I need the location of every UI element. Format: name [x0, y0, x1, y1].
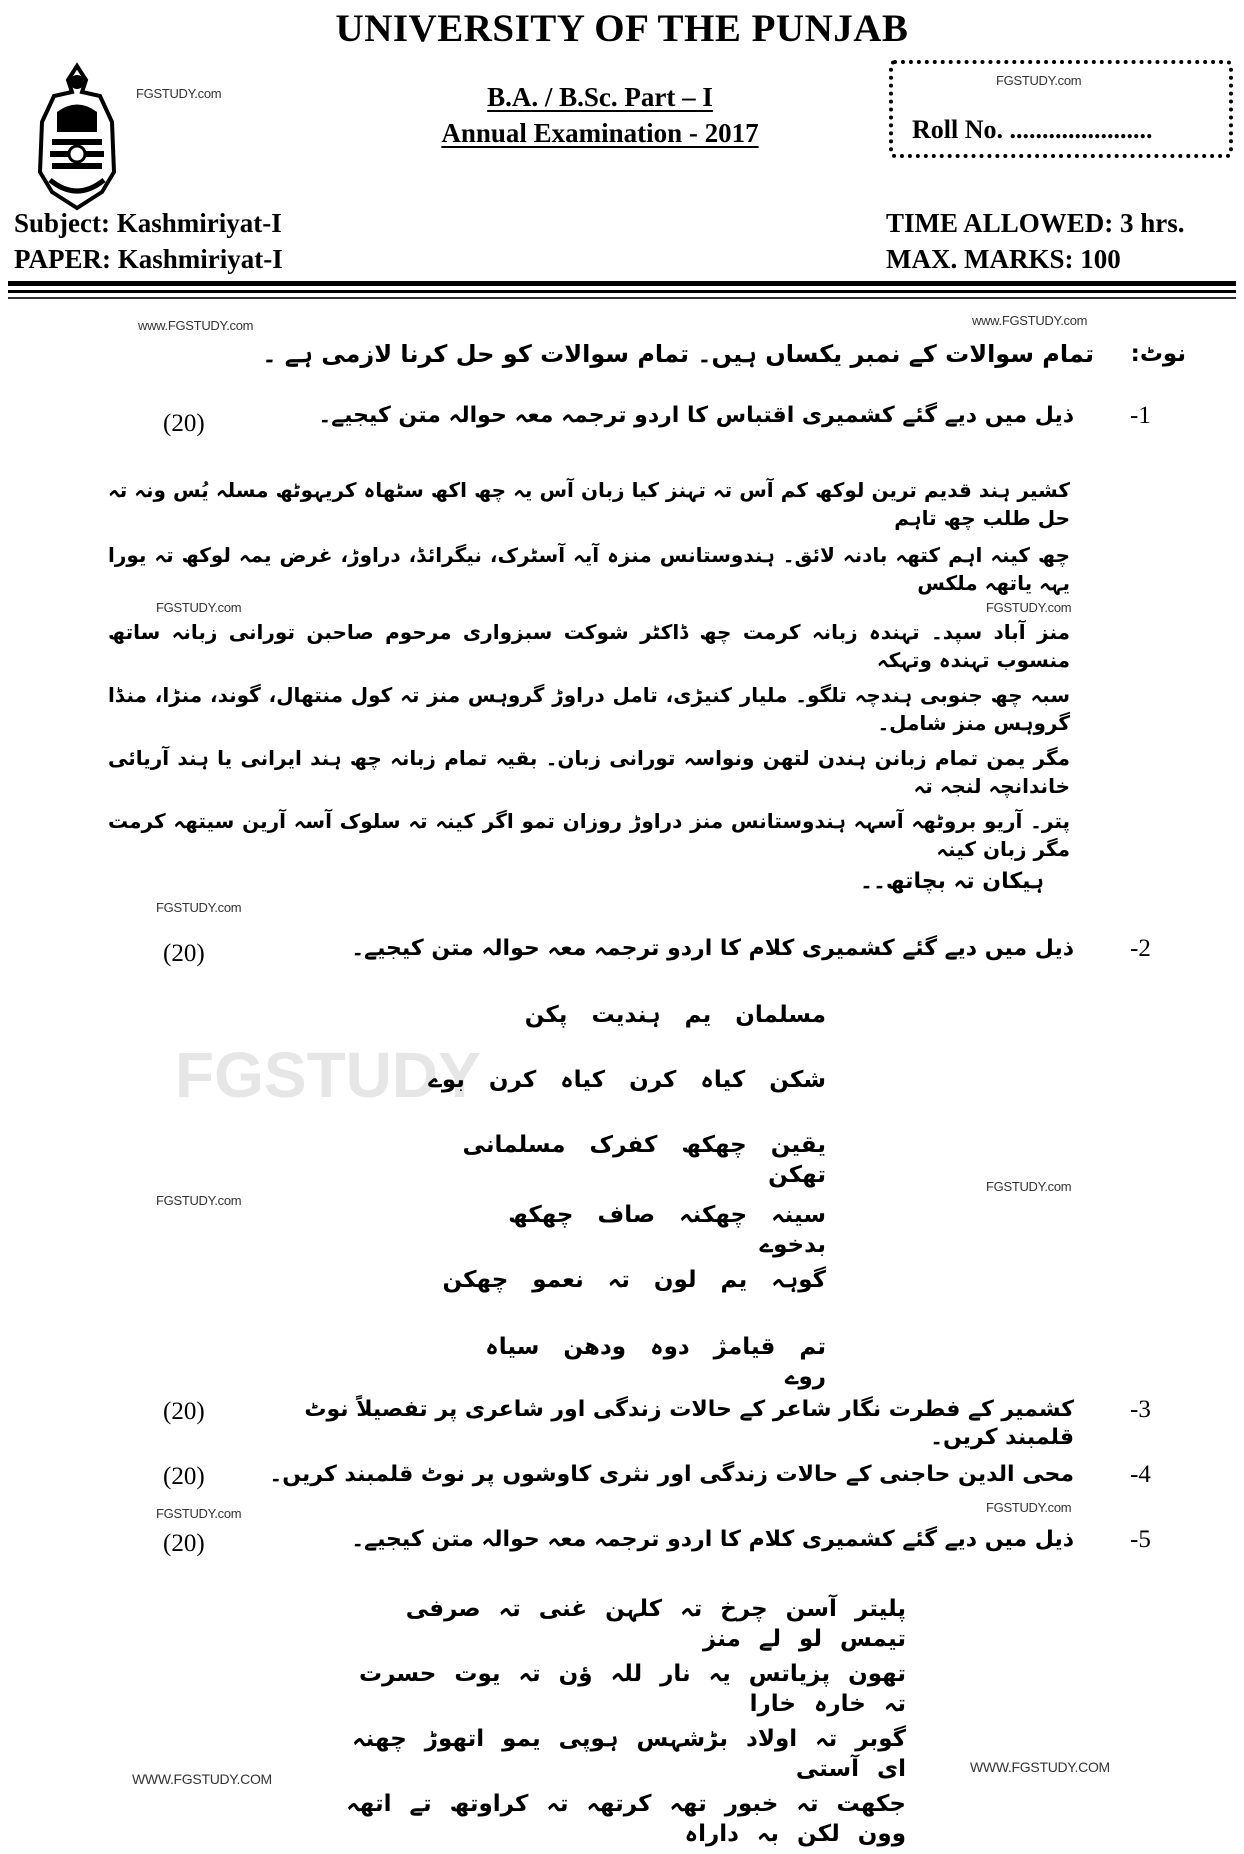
header-divider	[8, 290, 1236, 293]
poem-line: سینہ چھکنہ صاف چھکھ بدخوے	[508, 1202, 826, 1258]
poem-line: یقین چھکھ کفرک مسلمانی تھکن	[462, 1132, 826, 1188]
max-marks: MAX. MARKS: 100	[886, 244, 1121, 274]
passage-line: منز آباد سپد۔ تہندہ زبانہ کرمت چھ ڈاکٹر شوکت سبزواری مرحوم صاحبن تورانی زبانہ ساتھ منسوب تہندہ وتہکہ	[108, 620, 1070, 672]
question-marks: (20)	[163, 1463, 205, 1490]
header-divider	[8, 281, 1236, 286]
question-text: ذیل میں دیے گئے کشمیری کلام کا اردو ترجمہ معہ حوالہ متن کیجیے۔	[351, 936, 1074, 961]
question-marks: (20)	[163, 1398, 205, 1425]
question-text: ذیل میں دیے گئے کشمیری اقتباس کا اردو ترجمہ معہ حوالہ متن کیجیے۔	[318, 403, 1074, 428]
poem-line: تھون پزیاتس یہ نار للہ ؤن تہ یوت حسرت تہ خارہ خارا	[358, 1661, 906, 1717]
watermark: www.FGSTUDY.com	[138, 318, 254, 333]
watermark: FGSTUDY.com	[156, 600, 242, 615]
roll-number-label: Roll No. ......................	[912, 115, 1153, 144]
poem-line: تم قیامژ دوہ ودھن سیاہ روے	[485, 1334, 826, 1390]
poem-line: پلیتر آسن چرخ تہ کلہن غنی تہ صرفی تیمس لو لے منز	[405, 1596, 906, 1652]
watermark: FGSTUDY.com	[996, 73, 1082, 88]
watermark: WWW.FGSTUDY.COM	[132, 1771, 272, 1787]
note-text: تمام سوالات کے نمبر یکساں ہیں۔ تمام سوالات کو حل کرنا لازمی ہے ۔	[262, 340, 1094, 368]
passage-line: کشیر ہند قدیم ترین لوکھ کم آس تہ تہنز کیا زبان آس یہ چھ اکھ سٹھاہ کریہوٹھ مسلہ یُس ونہ تہ حل طلب چھ تاہم	[108, 478, 1070, 530]
question-number: -4	[1130, 1461, 1151, 1488]
question-number: -2	[1130, 935, 1151, 962]
question-marks: (20)	[163, 410, 205, 437]
passage-line: پتر۔ آریو بروٹھہ آسہہ ہندوستانس منز دراوڑ روزان تمو اگر کینہ تہ سلوک آسہ آرین سیتھہ کرمت مگر زبان کینہ	[108, 809, 1070, 861]
passage-line: چھ کینہ اہم کتھہ بادنہ لائق۔ ہندوستانس منزہ آیہ آسٹرک، نیگرائڈ، دراوڑ، غرض یمہ لوکھ تہ یورا یہہ یاتھہ ملکس	[108, 543, 1070, 595]
exam-title: Annual Examination - 2017	[441, 118, 759, 148]
passage-line: ہیکان تہ بچاتھ۔۔	[860, 869, 1044, 894]
poem-line: گوہہ یم لون تہ نعمو چھکن	[442, 1267, 826, 1293]
question-number: -1	[1130, 402, 1151, 429]
question-marks: (20)	[163, 940, 205, 967]
question-text: کشمیر کے فطرت نگار شاعر کے حالات زندگی اور شاعری پر تفصیلاً نوٹ قلمبند کریں۔	[304, 1397, 1074, 1450]
watermark: FGSTUDY.com	[986, 1179, 1072, 1194]
question-number: -5	[1130, 1526, 1151, 1553]
watermark: FGSTUDY.com	[156, 900, 242, 915]
question-marks: (20)	[163, 1530, 205, 1557]
watermark: www.FGSTUDY.com	[972, 313, 1088, 328]
poem-line: مسلمان یم ہندیت پکن	[524, 1002, 826, 1028]
watermark-logo: FGSTUDY	[175, 1039, 481, 1111]
question-number: -3	[1130, 1396, 1151, 1423]
university-crest-logo	[22, 62, 132, 212]
poem-line: جکھت تہ خبور تھہ کرتھہ تہ کراوتھ تے اتھہ وون لکن بہ داراہ	[346, 1791, 906, 1847]
university-title: UNIVERSITY OF THE PUNJAB	[335, 7, 909, 50]
paper-label: PAPER: Kashmiriyat-I	[14, 244, 283, 274]
subject-label: Subject: Kashmiriyat-I	[14, 208, 282, 238]
program-title: B.A. / B.Sc. Part – I	[487, 82, 713, 112]
question-text: محی الدین حاجنی کے حالات زندگی اور نثری کاوشوں پر نوٹ قلمبند کریں۔	[269, 1462, 1074, 1487]
passage-line: سبہ چھ جنوبی ہندچہ تلگو۔ ملیار کنیڑی، تامل دراوڑ گروہس منز تہ کول منتھال، گوند، منڑا، منڈا گروہس منز شامل۔	[108, 683, 1070, 735]
poem-line: شکن کیاہ کرن کیاہ کرن بوے	[428, 1067, 826, 1093]
watermark: FGSTUDY.com	[986, 600, 1072, 615]
poem-line: گوبر تہ اولاد بڑشہس ہوپی یمو اتھوڑ چھنہ ای آستی	[352, 1726, 906, 1782]
watermark: FGSTUDY.com	[136, 86, 222, 101]
watermark: FGSTUDY.com	[986, 1500, 1072, 1515]
passage-line: مگر یمن تمام زبانن ہندن لتھن ونواسہ تورانی زبان۔ بقیہ تمام زبانہ چھ ہند ایرانی یا ہند آریائی خاندانچہ لنجہ تہ	[108, 746, 1070, 798]
time-allowed: TIME ALLOWED: 3 hrs.	[886, 208, 1185, 238]
header-divider	[8, 297, 1236, 299]
watermark: FGSTUDY.com	[156, 1193, 242, 1208]
watermark: FGSTUDY.com	[156, 1506, 242, 1521]
note-label: نوٹ:	[1130, 341, 1186, 367]
watermark: WWW.FGSTUDY.COM	[970, 1759, 1110, 1775]
question-text: ذیل میں دیے گئے کشمیری کلام کا اردو ترجمہ معہ حوالہ متن کیجیے۔	[351, 1527, 1074, 1552]
